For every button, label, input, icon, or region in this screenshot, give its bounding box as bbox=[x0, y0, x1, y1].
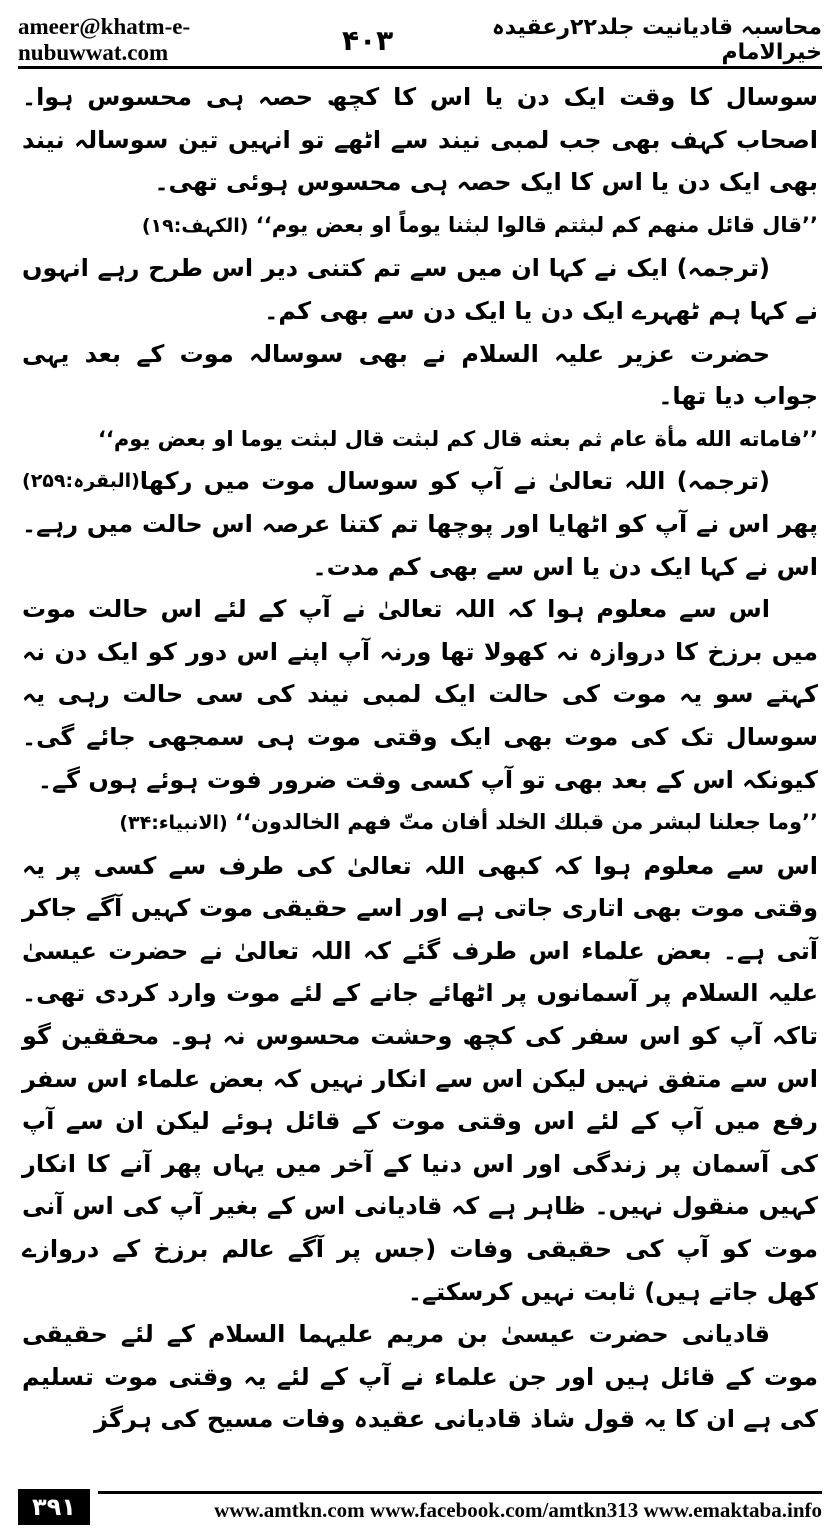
quote-anbiya bbox=[22, 801, 818, 845]
footer-links bbox=[98, 1491, 822, 1523]
footer-page-number: ۳۹۱ bbox=[18, 1489, 90, 1525]
header-email: ameer@khatm-e-nubuwwat.com bbox=[18, 14, 191, 65]
quote-kahf-text: ’’قال قائل منهم كم لبثتم قالوا لبثنا يوماً او بعض يوم‘‘ bbox=[255, 212, 818, 237]
header-rule bbox=[18, 66, 822, 69]
quote-anbiya-ref: (الانبیاء:۳۴) bbox=[119, 812, 228, 835]
quote-kahf bbox=[22, 204, 818, 248]
footer-urls[interactable]: www.amtkn.com www.facebook.com/amtkn313 www.emaktaba.info bbox=[214, 1498, 822, 1522]
paragraph-1: سوسال کا وقت ایک دن یا اس کا کچھ حصہ ہی محسوس ہوا۔ اصحاب کہف بھی جب لمبی نیند سے اٹھے تو انہیں تین سوسالہ نیند بھی ایک دن یا اس کا ایک حصہ ہی محسوس ہوئی تھی۔ bbox=[22, 83, 818, 197]
paragraph-5: قادیانی حضرت عیسیٰ بن مریم علیہما السلام کے لئے حقیقی موت کے قائل ہیں اور جن علماء نے آپ کے لئے یہ وقتی موت تسلیم کی ہے ان کا یہ قول شاذ قادیانی عقیدہ وفات مسیح کی ہرگز bbox=[22, 1320, 818, 1434]
header-page-number: ۴۰۳ bbox=[341, 23, 394, 57]
page-header bbox=[18, 14, 822, 65]
quote-baqarah bbox=[22, 418, 818, 493]
header-left bbox=[18, 14, 393, 66]
paragraph-2: حضرت عزیر علیہ السلام نے بھی سوسالہ موت کے بعد یہی جواب دیا تھا۔ bbox=[22, 339, 818, 411]
quote-anbiya-text: ’’وما جعلنا لبشر من قبلك الخلد أفان متّ فهم الخالدون‘‘ bbox=[235, 810, 818, 835]
page-footer bbox=[18, 1484, 822, 1530]
paragraph-3: اس سے معلوم ہوا کہ اللہ تعالیٰ نے آپ کے لئے اس حالت موت میں برزخ کا دروازہ نہ کھولا تھا ورنہ آپ اپنے اس دور کو ایک دن نہ کہتے سو یہ موت کی حالت ایک لمبی نیند کی سی حالت رہی یہ سوسال تک کی موت بھی ایک وقتی موت ہی سمجھی جائے گی۔ کیونکہ اس کے بعد بھی تو آپ کسی وقت ضرور فوت ہوئے ہوں گے۔ bbox=[22, 595, 818, 794]
translation-2: (ترجمہ) اللہ تعالیٰ نے آپ کو سوسال موت میں رکھا پھر اس نے آپ کو اٹھایا اور پوچھا تم کتنا عرصہ اس حالت میں رہے۔ اس نے کہا ایک دن یا اس سے بھی کم مدت۔ bbox=[22, 467, 818, 581]
book-title: محاسبہ قادیانیت جلد۲۲رعقیدہ خیرالامام bbox=[491, 15, 822, 65]
paragraph-4: اس سے معلوم ہوا کہ کبھی اللہ تعالیٰ کی طرف سے کسی پر یہ وقتی موت بھی اتاری جاتی ہے اور اسے حقیقی موت کہیں آگے جاکر آتی ہے۔ بعض علماء اس طرف گئے کہ اللہ تعالیٰ نے حضرت عیسیٰ علیہ السلام پر آسمانوں پر اٹھائے جانے کے لئے موت وارد کردی تھی۔ تاکہ آپ کو اس سفر کی کچھ وحشت محسوس نہ ہو۔ محققین گو اس سے متفق نہیں لیکن اس سے انکار نہیں کہ بعض علماء اس سفر رفع میں آپ کے لئے اس وقتی موت کے قائل ہوئے لیکن ان سے آپ کی آسمان پر زندگی اور اس دنیا کے آخر میں یہاں پھر آنے کا انکار کہیں منقول نہیں۔ ظاہر ہے کہ قادیانی اس کے بغیر آپ کی اس آنی موت کو آپ کی حقیقی وفات (جس پر آگے عالم برزخ کے دروازے کھل جاتے ہیں) ثابت نہیں کرسکتے۔ bbox=[22, 851, 818, 1306]
quote-baqarah-ref: (البقرہ:۲۵۹) bbox=[22, 470, 140, 493]
footer-rule bbox=[98, 1491, 822, 1494]
page-body bbox=[22, 76, 818, 1474]
quote-baqarah-text: ’’فاماته الله مأة عام ثم بعثه قال كم لبثت قال لبثت يوما او بعض يوم‘‘ bbox=[97, 426, 818, 451]
quote-kahf-ref: (الکہف:۱۹) bbox=[141, 214, 249, 237]
translation-1: (ترجمہ) ایک نے کہا ان میں سے تم کتنی دیر اس طرح رہے انہوں نے کہا ہم ٹھہرے ایک دن یا ایک دن سے بھی کم۔ bbox=[22, 254, 818, 325]
